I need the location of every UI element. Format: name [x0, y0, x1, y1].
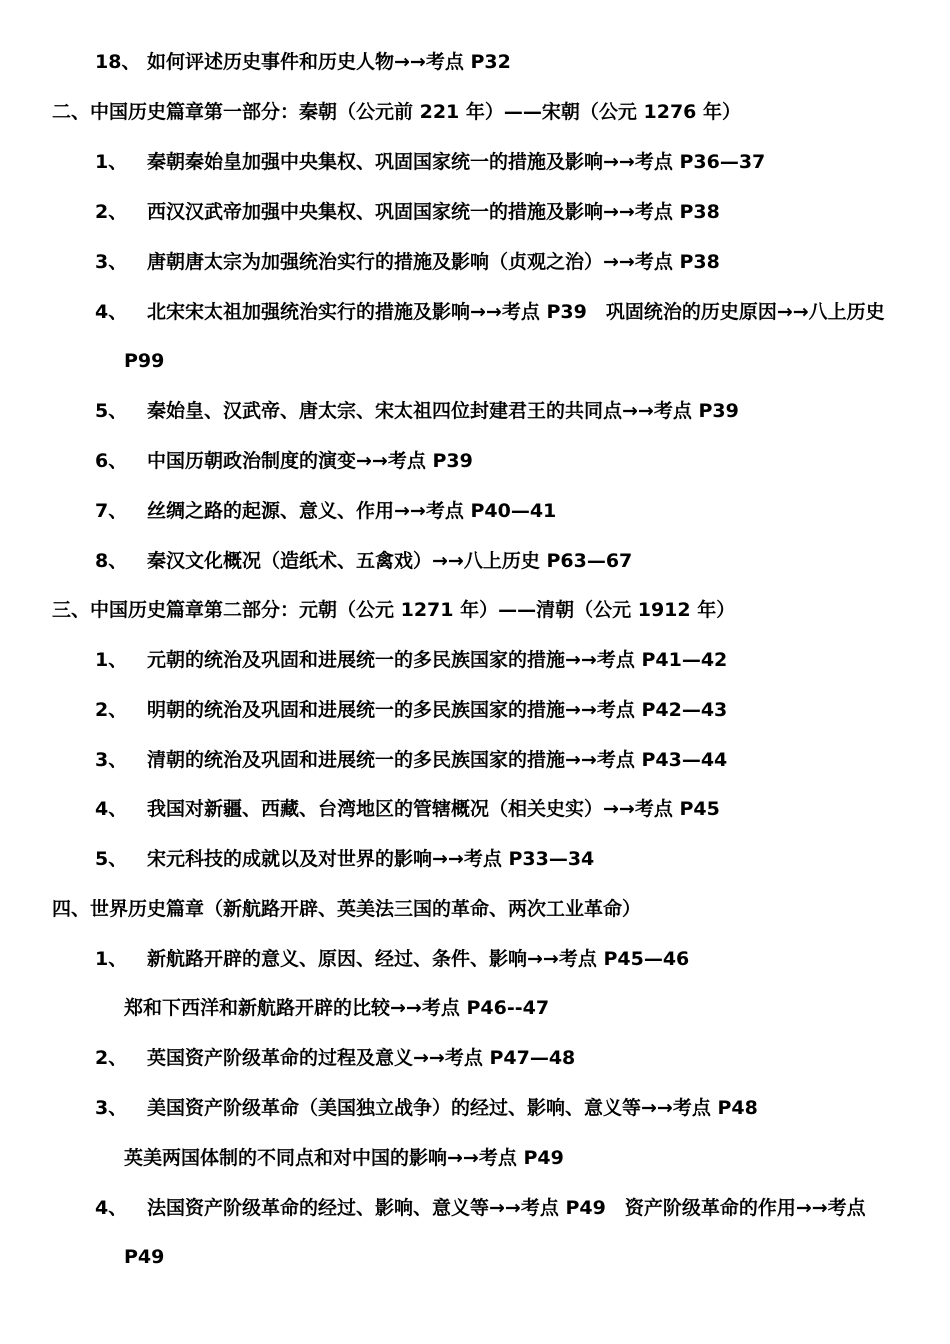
item-text: 新航路开辟的意义、原因、经过、条件、影响→→考点 P45—46 [147, 948, 690, 970]
item-number: 2、 [95, 1047, 128, 1069]
item-number: 3、 [95, 749, 128, 771]
section-heading: 二、中国历史篇章第一部分：秦朝（公元前 221 年）——宋朝（公元 1276 年） [52, 101, 742, 123]
continuation-text: P49 [124, 1246, 165, 1268]
item-text: 英国资产阶级革命的过程及意义→→考点 P47—48 [147, 1047, 576, 1069]
item-text: 明朝的统治及巩固和进展统一的多民族国家的措施→→考点 P42—43 [147, 699, 728, 721]
item-number: 5、 [95, 400, 128, 422]
item-text: 中国历朝政治制度的演变→→考点 P39 [147, 450, 473, 472]
item-text: 元朝的统治及巩固和进展统一的多民族国家的措施→→考点 P41—42 [147, 649, 728, 671]
item-number: 4、 [95, 1197, 128, 1219]
item-number: 4、 [95, 301, 128, 323]
item-text: 清朝的统治及巩固和进展统一的多民族国家的措施→→考点 P43—44 [147, 749, 728, 771]
item-number: 2、 [95, 699, 128, 721]
item-number: 18、 [95, 51, 141, 73]
item-number: 7、 [95, 500, 128, 522]
continuation-text: 英美两国体制的不同点和对中国的影响→→考点 P49 [124, 1147, 564, 1169]
continuation-text: 郑和下西洋和新航路开辟的比较→→考点 P46--47 [124, 997, 550, 1019]
item-text: 秦朝秦始皇加强中央集权、巩固国家统一的措施及影响→→考点 P36—37 [147, 151, 766, 173]
item-text: 北宋宋太祖加强统治实行的措施及影响→→考点 P39 巩固统治的历史原因→→八上历史 [147, 301, 885, 323]
item-text: 秦始皇、汉武帝、唐太宗、宋太祖四位封建君王的共同点→→考点 P39 [147, 400, 739, 422]
item-text: 宋元科技的成就以及对世界的影响→→考点 P33—34 [147, 848, 595, 870]
item-number: 5、 [95, 848, 128, 870]
section-heading: 四、世界历史篇章（新航路开辟、英美法三国的革命、两次工业革命） [52, 898, 642, 920]
continuation-text: P99 [124, 350, 165, 372]
item-text: 西汉汉武帝加强中央集权、巩固国家统一的措施及影响→→考点 P38 [147, 201, 720, 223]
item-number: 3、 [95, 251, 128, 273]
item-number: 6、 [95, 450, 128, 472]
item-number: 3、 [95, 1097, 128, 1119]
item-text: 法国资产阶级革命的经过、影响、意义等→→考点 P49 资产阶级革命的作用→→考点 [147, 1197, 866, 1219]
item-number: 2、 [95, 201, 128, 223]
item-text: 如何评述历史事件和历史人物→→考点 P32 [147, 51, 511, 73]
item-number: 8、 [95, 550, 128, 572]
item-text: 秦汉文化概况（造纸术、五禽戏）→→八上历史 P63—67 [147, 550, 633, 572]
item-text: 唐朝唐太宗为加强统治实行的措施及影响（贞观之治）→→考点 P38 [147, 251, 720, 273]
item-number: 1、 [95, 649, 128, 671]
item-number: 1、 [95, 151, 128, 173]
item-number: 4、 [95, 798, 128, 820]
item-number: 1、 [95, 948, 128, 970]
section-heading: 三、中国历史篇章第二部分：元朝（公元 1271 年）——清朝（公元 1912 年） [52, 599, 736, 621]
item-text: 我国对新疆、西藏、台湾地区的管辖概况（相关史实）→→考点 P45 [147, 798, 720, 820]
item-text: 美国资产阶级革命（美国独立战争）的经过、影响、意义等→→考点 P48 [147, 1097, 758, 1119]
item-text: 丝绸之路的起源、意义、作用→→考点 P40—41 [147, 500, 557, 522]
